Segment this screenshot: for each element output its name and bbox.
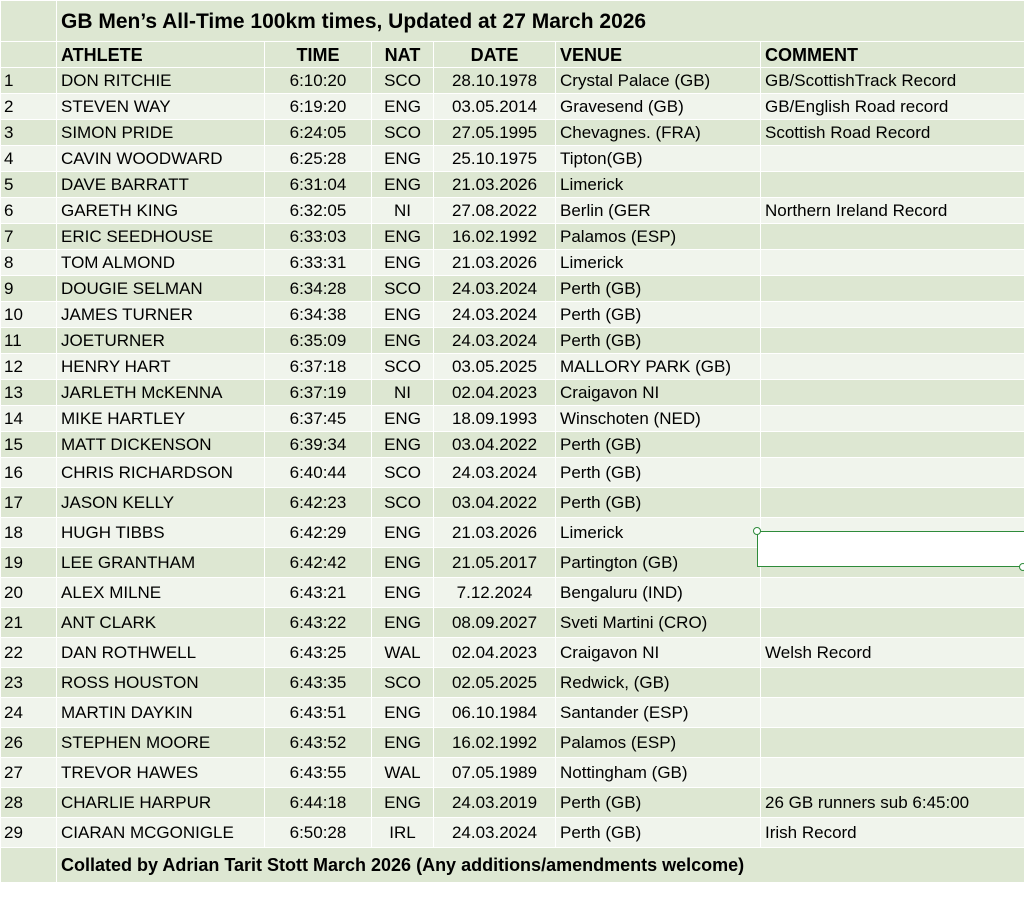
table-row bbox=[1, 276, 1024, 302]
athlete-cell[interactable]: STEVEN WAY bbox=[57, 94, 265, 120]
venue-cell[interactable]: Perth (GB) bbox=[556, 328, 761, 354]
date-cell[interactable]: 24.03.2024 bbox=[434, 458, 556, 488]
venue-cell[interactable]: Chevagnes. (FRA) bbox=[556, 120, 761, 146]
athlete-cell[interactable]: DAVE BARRATT bbox=[57, 172, 265, 198]
nat-cell[interactable]: SCO bbox=[372, 68, 434, 94]
athlete-cell[interactable]: MARTIN DAYKIN bbox=[57, 698, 265, 728]
header-athlete[interactable]: ATHLETE bbox=[57, 42, 265, 68]
rank-cell[interactable]: 28 bbox=[1, 788, 57, 818]
date-cell[interactable]: 28.10.1978 bbox=[434, 68, 556, 94]
athlete-cell[interactable]: LEE GRANTHAM bbox=[57, 548, 265, 578]
rank-cell[interactable]: 21 bbox=[1, 608, 57, 638]
rank-cell[interactable]: 24 bbox=[1, 698, 57, 728]
time-cell[interactable]: 6:24:05 bbox=[265, 120, 372, 146]
time-cell[interactable]: 6:32:05 bbox=[265, 198, 372, 224]
time-cell[interactable]: 6:43:52 bbox=[265, 728, 372, 758]
footer-note[interactable]: Collated by Adrian Tarit Stott March 2026 (Any additions/amendments welcome) bbox=[57, 848, 1024, 883]
table-row bbox=[1, 758, 1024, 788]
date-cell[interactable]: 02.04.2023 bbox=[434, 638, 556, 668]
time-cell[interactable]: 6:37:18 bbox=[265, 354, 372, 380]
date-cell[interactable]: 03.05.2025 bbox=[434, 354, 556, 380]
nat-cell[interactable]: ENG bbox=[372, 432, 434, 458]
nat-cell[interactable]: SCO bbox=[372, 458, 434, 488]
table-row bbox=[1, 68, 1024, 94]
comment-cell[interactable]: Irish Record bbox=[761, 818, 1024, 848]
table-row bbox=[1, 406, 1024, 432]
nat-cell[interactable]: ENG bbox=[372, 728, 434, 758]
nat-cell[interactable]: ENG bbox=[372, 518, 434, 548]
time-cell[interactable]: 6:25:28 bbox=[265, 146, 372, 172]
comment-cell[interactable]: 26 GB runners sub 6:45:00 bbox=[761, 788, 1024, 818]
comment-cell[interactable]: GB/ScottishTrack Record bbox=[761, 68, 1024, 94]
venue-cell[interactable]: Limerick bbox=[556, 518, 761, 548]
time-cell[interactable]: 6:10:20 bbox=[265, 68, 372, 94]
cell-selection-box[interactable] bbox=[757, 531, 1024, 567]
date-cell[interactable]: 24.03.2024 bbox=[434, 302, 556, 328]
rank-cell[interactable]: 13 bbox=[1, 380, 57, 406]
rank-cell[interactable]: 7 bbox=[1, 224, 57, 250]
table-row bbox=[1, 250, 1024, 276]
table-row bbox=[1, 94, 1024, 120]
time-cell[interactable]: 6:35:09 bbox=[265, 328, 372, 354]
table-row bbox=[1, 224, 1024, 250]
time-cell[interactable]: 6:44:18 bbox=[265, 788, 372, 818]
header-rank-cell[interactable] bbox=[1, 42, 57, 68]
table-row bbox=[1, 198, 1024, 224]
nat-cell[interactable]: ENG bbox=[372, 94, 434, 120]
athlete-cell[interactable]: DON RITCHIE bbox=[57, 68, 265, 94]
date-cell[interactable]: 24.03.2024 bbox=[434, 328, 556, 354]
nat-cell[interactable]: ENG bbox=[372, 146, 434, 172]
venue-cell[interactable]: Perth (GB) bbox=[556, 302, 761, 328]
time-cell[interactable]: 6:34:38 bbox=[265, 302, 372, 328]
date-cell[interactable]: 06.10.1984 bbox=[434, 698, 556, 728]
time-cell[interactable]: 6:43:21 bbox=[265, 578, 372, 608]
table-row bbox=[1, 120, 1024, 146]
nat-cell[interactable]: ENG bbox=[372, 172, 434, 198]
date-cell[interactable]: 03.04.2022 bbox=[434, 488, 556, 518]
time-cell[interactable]: 6:37:19 bbox=[265, 380, 372, 406]
athlete-cell[interactable]: CHRIS RICHARDSON bbox=[57, 458, 265, 488]
table-row bbox=[1, 146, 1024, 172]
venue-cell[interactable]: Perth (GB) bbox=[556, 818, 761, 848]
time-cell[interactable]: 6:31:04 bbox=[265, 172, 372, 198]
date-cell[interactable]: 24.03.2024 bbox=[434, 818, 556, 848]
venue-cell[interactable]: Redwick, (GB) bbox=[556, 668, 761, 698]
venue-cell[interactable]: Perth (GB) bbox=[556, 276, 761, 302]
time-cell[interactable]: 6:42:23 bbox=[265, 488, 372, 518]
footer-blank-cell[interactable] bbox=[1, 848, 57, 883]
venue-cell[interactable]: Gravesend (GB) bbox=[556, 94, 761, 120]
table-row bbox=[1, 488, 1024, 518]
time-cell[interactable]: 6:43:25 bbox=[265, 638, 372, 668]
rank-cell[interactable]: 6 bbox=[1, 198, 57, 224]
athlete-cell[interactable]: SIMON PRIDE bbox=[57, 120, 265, 146]
nat-cell[interactable]: WAL bbox=[372, 638, 434, 668]
nat-cell[interactable]: WAL bbox=[372, 758, 434, 788]
comment-cell[interactable]: Northern Ireland Record bbox=[761, 198, 1024, 224]
athlete-cell[interactable]: DOUGIE SELMAN bbox=[57, 276, 265, 302]
comment-cell[interactable] bbox=[761, 224, 1024, 250]
rank-cell[interactable]: 2 bbox=[1, 94, 57, 120]
comment-cell[interactable] bbox=[761, 608, 1024, 638]
date-cell[interactable]: 18.09.1993 bbox=[434, 406, 556, 432]
rank-cell[interactable]: 16 bbox=[1, 458, 57, 488]
date-cell[interactable]: 07.05.1989 bbox=[434, 758, 556, 788]
time-cell[interactable]: 6:43:35 bbox=[265, 668, 372, 698]
date-cell[interactable]: 02.05.2025 bbox=[434, 668, 556, 698]
table-row bbox=[1, 668, 1024, 698]
athlete-cell[interactable]: TREVOR HAWES bbox=[57, 758, 265, 788]
nat-cell[interactable]: ENG bbox=[372, 250, 434, 276]
venue-cell[interactable]: Craigavon NI bbox=[556, 380, 761, 406]
date-cell[interactable]: 21.03.2026 bbox=[434, 250, 556, 276]
athlete-cell[interactable]: JAMES TURNER bbox=[57, 302, 265, 328]
athlete-cell[interactable]: ERIC SEEDHOUSE bbox=[57, 224, 265, 250]
rank-cell[interactable]: 22 bbox=[1, 638, 57, 668]
time-cell[interactable]: 6:42:29 bbox=[265, 518, 372, 548]
athlete-cell[interactable]: JASON KELLY bbox=[57, 488, 265, 518]
venue-cell[interactable]: Limerick bbox=[556, 172, 761, 198]
venue-cell[interactable]: Berlin (GER bbox=[556, 198, 761, 224]
comment-cell[interactable] bbox=[761, 250, 1024, 276]
venue-cell[interactable]: Sveti Martini (CRO) bbox=[556, 608, 761, 638]
venue-cell[interactable]: Partington (GB) bbox=[556, 548, 761, 578]
comment-cell[interactable] bbox=[761, 146, 1024, 172]
nat-cell[interactable]: SCO bbox=[372, 488, 434, 518]
table-row bbox=[1, 638, 1024, 668]
date-cell[interactable]: 27.08.2022 bbox=[434, 198, 556, 224]
date-cell[interactable]: 7.12.2024 bbox=[434, 578, 556, 608]
table-row bbox=[1, 302, 1024, 328]
time-cell[interactable]: 6:33:31 bbox=[265, 250, 372, 276]
athlete-cell[interactable]: CHARLIE HARPUR bbox=[57, 788, 265, 818]
comment-cell[interactable] bbox=[761, 698, 1024, 728]
nat-cell[interactable]: ENG bbox=[372, 788, 434, 818]
venue-cell[interactable]: Palamos (ESP) bbox=[556, 224, 761, 250]
date-cell[interactable]: 03.05.2014 bbox=[434, 94, 556, 120]
title-row bbox=[1, 1, 1024, 42]
date-cell[interactable]: 08.09.2027 bbox=[434, 608, 556, 638]
table-row bbox=[1, 818, 1024, 848]
venue-cell[interactable]: Limerick bbox=[556, 250, 761, 276]
rank-cell[interactable]: 26 bbox=[1, 728, 57, 758]
comment-cell[interactable] bbox=[761, 354, 1024, 380]
rank-cell[interactable]: 17 bbox=[1, 488, 57, 518]
rank-cell[interactable]: 5 bbox=[1, 172, 57, 198]
header-row bbox=[1, 42, 1024, 68]
athlete-cell[interactable]: GARETH KING bbox=[57, 198, 265, 224]
rank-cell[interactable]: 14 bbox=[1, 406, 57, 432]
athlete-cell[interactable]: MATT DICKENSON bbox=[57, 432, 265, 458]
athlete-cell[interactable]: JOETURNER bbox=[57, 328, 265, 354]
table-row bbox=[1, 788, 1024, 818]
nat-cell[interactable]: SCO bbox=[372, 668, 434, 698]
table-row bbox=[1, 328, 1024, 354]
venue-cell[interactable]: Perth (GB) bbox=[556, 788, 761, 818]
table-row bbox=[1, 698, 1024, 728]
nat-cell[interactable]: IRL bbox=[372, 818, 434, 848]
venue-cell[interactable]: Santander (ESP) bbox=[556, 698, 761, 728]
time-cell[interactable]: 6:34:28 bbox=[265, 276, 372, 302]
rank-cell[interactable]: 29 bbox=[1, 818, 57, 848]
table-row bbox=[1, 458, 1024, 488]
athlete-cell[interactable]: ALEX MILNE bbox=[57, 578, 265, 608]
athlete-cell[interactable]: CIARAN MCGONIGLE bbox=[57, 818, 265, 848]
comment-cell[interactable] bbox=[761, 728, 1024, 758]
time-cell[interactable]: 6:37:45 bbox=[265, 406, 372, 432]
rank-cell[interactable]: 10 bbox=[1, 302, 57, 328]
table-title[interactable]: GB Men’s All-Time 100km times, Updated at 27 March 2026 bbox=[57, 1, 1024, 42]
table-row bbox=[1, 380, 1024, 406]
comment-cell[interactable]: Welsh Record bbox=[761, 638, 1024, 668]
athlete-cell[interactable]: ANT CLARK bbox=[57, 608, 265, 638]
date-cell[interactable]: 21.03.2026 bbox=[434, 172, 556, 198]
venue-cell[interactable]: Perth (GB) bbox=[556, 432, 761, 458]
comment-cell[interactable] bbox=[761, 488, 1024, 518]
header-nat[interactable]: NAT bbox=[372, 42, 434, 68]
footer-row bbox=[1, 848, 1024, 883]
comment-cell[interactable] bbox=[761, 302, 1024, 328]
rank-cell[interactable]: 9 bbox=[1, 276, 57, 302]
selection-handle-bottom-right[interactable] bbox=[1019, 563, 1024, 571]
athlete-cell[interactable]: HENRY HART bbox=[57, 354, 265, 380]
date-cell[interactable]: 24.03.2019 bbox=[434, 788, 556, 818]
comment-cell[interactable] bbox=[761, 458, 1024, 488]
athlete-cell[interactable]: MIKE HARTLEY bbox=[57, 406, 265, 432]
venue-cell[interactable]: Palamos (ESP) bbox=[556, 728, 761, 758]
venue-cell[interactable]: Tipton(GB) bbox=[556, 146, 761, 172]
rank-cell[interactable]: 15 bbox=[1, 432, 57, 458]
date-cell[interactable]: 21.03.2026 bbox=[434, 518, 556, 548]
time-cell[interactable]: 6:43:51 bbox=[265, 698, 372, 728]
selection-handle-top-left[interactable] bbox=[753, 527, 761, 535]
rank-cell[interactable]: 11 bbox=[1, 328, 57, 354]
athlete-cell[interactable]: DAN ROTHWELL bbox=[57, 638, 265, 668]
time-cell[interactable]: 6:33:03 bbox=[265, 224, 372, 250]
date-cell[interactable]: 16.02.1992 bbox=[434, 728, 556, 758]
rank-cell[interactable]: 20 bbox=[1, 578, 57, 608]
header-date[interactable]: DATE bbox=[434, 42, 556, 68]
table-row bbox=[1, 578, 1024, 608]
rank-cell[interactable]: 23 bbox=[1, 668, 57, 698]
venue-cell[interactable]: Perth (GB) bbox=[556, 488, 761, 518]
comment-cell[interactable] bbox=[761, 406, 1024, 432]
time-cell[interactable]: 6:43:22 bbox=[265, 608, 372, 638]
time-cell[interactable]: 6:50:28 bbox=[265, 818, 372, 848]
rank-cell[interactable]: 12 bbox=[1, 354, 57, 380]
nat-cell[interactable]: NI bbox=[372, 380, 434, 406]
rank-cell[interactable]: 18 bbox=[1, 518, 57, 548]
table-row bbox=[1, 728, 1024, 758]
header-comment[interactable]: COMMENT bbox=[761, 42, 1024, 68]
rank-cell[interactable]: 3 bbox=[1, 120, 57, 146]
date-cell[interactable]: 16.02.1992 bbox=[434, 224, 556, 250]
nat-cell[interactable]: ENG bbox=[372, 698, 434, 728]
nat-cell[interactable]: ENG bbox=[372, 406, 434, 432]
time-cell[interactable]: 6:19:20 bbox=[265, 94, 372, 120]
comment-cell[interactable]: GB/English Road record bbox=[761, 94, 1024, 120]
date-cell[interactable]: 21.05.2017 bbox=[434, 548, 556, 578]
comment-cell[interactable] bbox=[761, 328, 1024, 354]
rank-cell[interactable]: 1 bbox=[1, 68, 57, 94]
table-row bbox=[1, 432, 1024, 458]
rank-cell[interactable]: 4 bbox=[1, 146, 57, 172]
comment-cell[interactable] bbox=[761, 172, 1024, 198]
table-row bbox=[1, 172, 1024, 198]
nat-cell[interactable]: NI bbox=[372, 198, 434, 224]
nat-cell[interactable]: SCO bbox=[372, 354, 434, 380]
venue-cell[interactable]: Bengaluru (IND) bbox=[556, 578, 761, 608]
rank-cell[interactable]: 19 bbox=[1, 548, 57, 578]
comment-cell[interactable]: Scottish Road Record bbox=[761, 120, 1024, 146]
rank-cell[interactable]: 8 bbox=[1, 250, 57, 276]
time-cell[interactable]: 6:39:34 bbox=[265, 432, 372, 458]
athlete-cell[interactable]: CAVIN WOODWARD bbox=[57, 146, 265, 172]
comment-cell[interactable] bbox=[761, 432, 1024, 458]
date-cell[interactable]: 03.04.2022 bbox=[434, 432, 556, 458]
header-time[interactable]: TIME bbox=[265, 42, 372, 68]
comment-cell[interactable] bbox=[761, 668, 1024, 698]
athlete-cell[interactable]: STEPHEN MOORE bbox=[57, 728, 265, 758]
venue-cell[interactable]: Crystal Palace (GB) bbox=[556, 68, 761, 94]
table-row bbox=[1, 608, 1024, 638]
nat-cell[interactable]: ENG bbox=[372, 302, 434, 328]
time-cell[interactable]: 6:40:44 bbox=[265, 458, 372, 488]
nat-cell[interactable]: ENG bbox=[372, 328, 434, 354]
nat-cell[interactable]: SCO bbox=[372, 276, 434, 302]
athlete-cell[interactable]: TOM ALMOND bbox=[57, 250, 265, 276]
nat-cell[interactable]: ENG bbox=[372, 548, 434, 578]
title-blank-cell[interactable] bbox=[1, 1, 57, 42]
header-venue[interactable]: VENUE bbox=[556, 42, 761, 68]
rank-cell[interactable]: 27 bbox=[1, 758, 57, 788]
table-row bbox=[1, 354, 1024, 380]
time-cell[interactable]: 6:42:42 bbox=[265, 548, 372, 578]
venue-cell[interactable]: MALLORY PARK (GB) bbox=[556, 354, 761, 380]
nat-cell[interactable]: ENG bbox=[372, 224, 434, 250]
nat-cell[interactable]: ENG bbox=[372, 578, 434, 608]
athlete-cell[interactable]: HUGH TIBBS bbox=[57, 518, 265, 548]
athlete-cell[interactable]: JARLETH McKENNA bbox=[57, 380, 265, 406]
comment-cell[interactable] bbox=[761, 578, 1024, 608]
date-cell[interactable]: 25.10.1975 bbox=[434, 146, 556, 172]
venue-cell[interactable]: Craigavon NI bbox=[556, 638, 761, 668]
nat-cell[interactable]: SCO bbox=[372, 120, 434, 146]
venue-cell[interactable]: Perth (GB) bbox=[556, 458, 761, 488]
comment-cell[interactable] bbox=[761, 276, 1024, 302]
date-cell[interactable]: 24.03.2024 bbox=[434, 276, 556, 302]
nat-cell[interactable]: ENG bbox=[372, 608, 434, 638]
comment-cell[interactable] bbox=[761, 380, 1024, 406]
time-cell[interactable]: 6:43:55 bbox=[265, 758, 372, 788]
athlete-cell[interactable]: ROSS HOUSTON bbox=[57, 668, 265, 698]
venue-cell[interactable]: Nottingham (GB) bbox=[556, 758, 761, 788]
date-cell[interactable]: 27.05.1995 bbox=[434, 120, 556, 146]
comment-cell[interactable] bbox=[761, 758, 1024, 788]
date-cell[interactable]: 02.04.2023 bbox=[434, 380, 556, 406]
venue-cell[interactable]: Winschoten (NED) bbox=[556, 406, 761, 432]
